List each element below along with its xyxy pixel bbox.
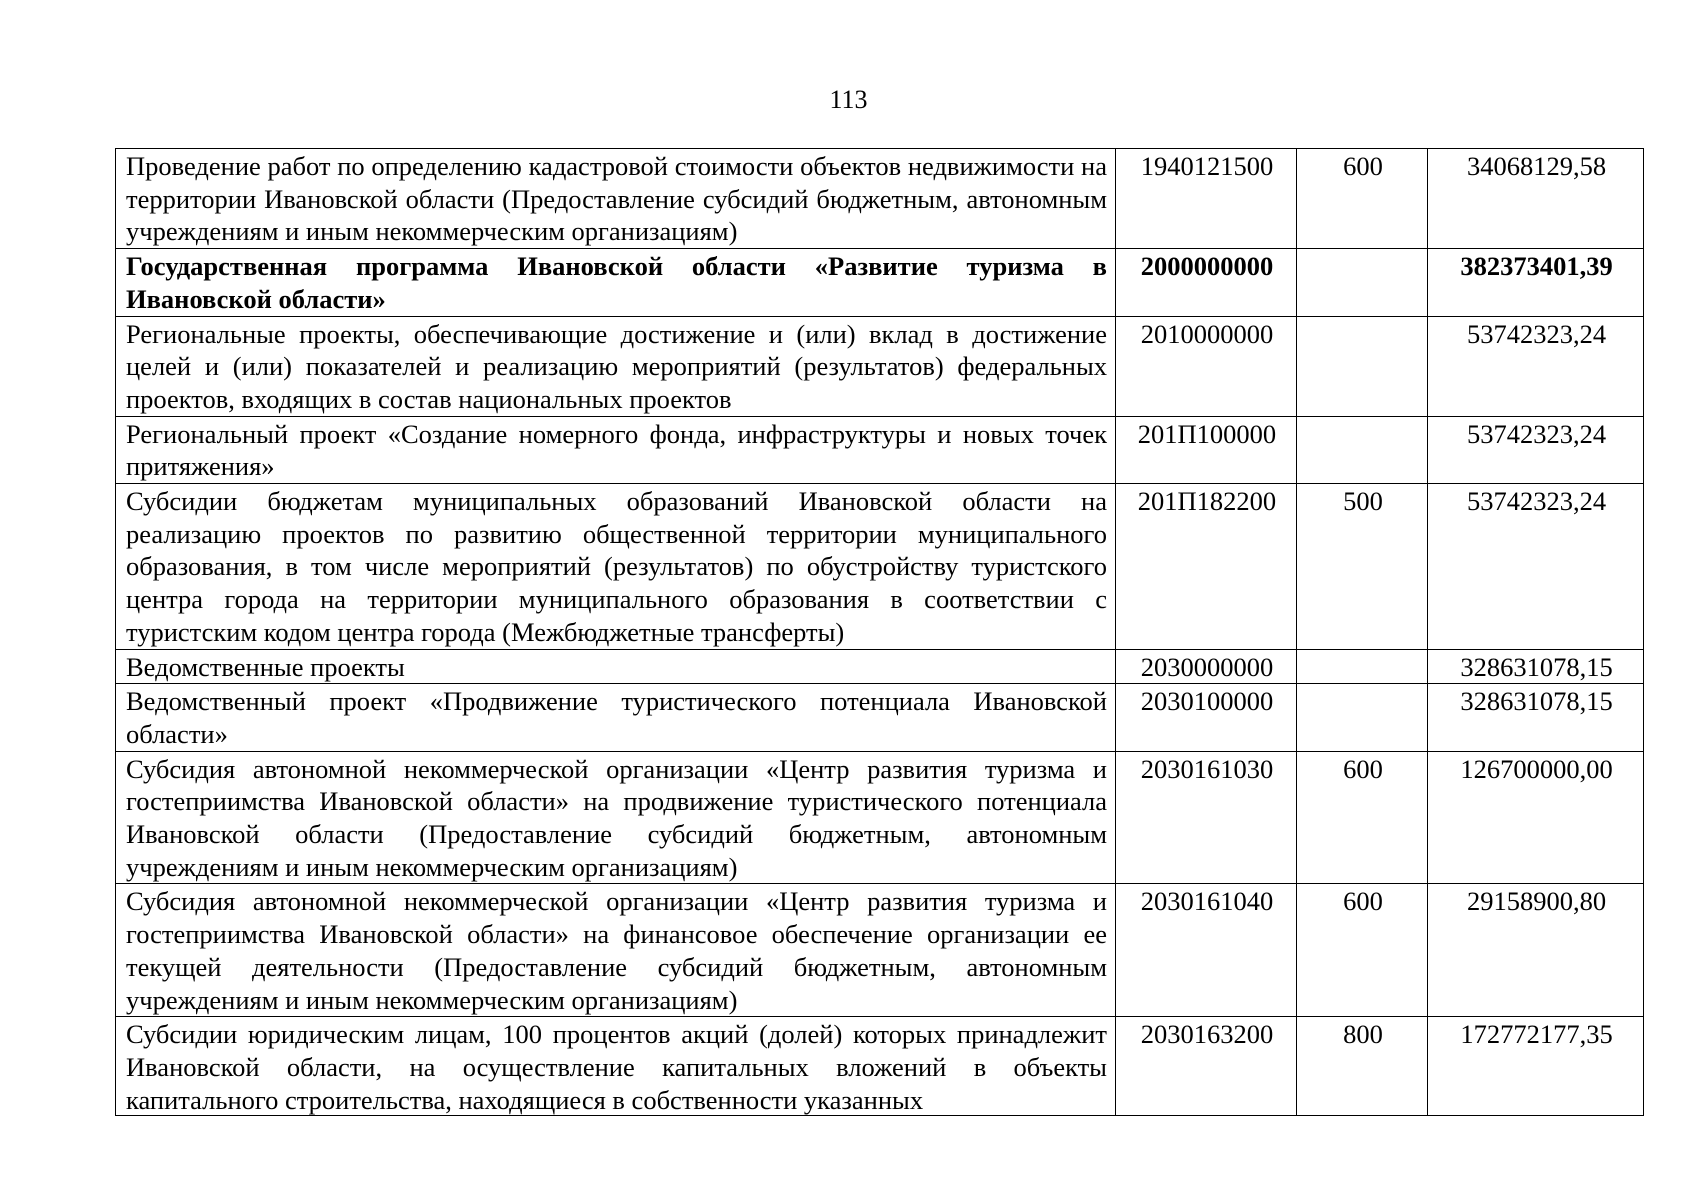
row-name: Ведомственный проект «Продвижение туристического потенциала Ивановской области» [116, 684, 1116, 751]
row-sum: 53742323,24 [1428, 416, 1644, 483]
row-sum: 172772177,35 [1428, 1017, 1644, 1116]
row-expense-type: 600 [1297, 884, 1428, 1017]
row-code: 2030161040 [1116, 884, 1297, 1017]
row-name: Региональные проекты, обеспечивающие достижение и (или) вклад в достижение целей и (или) показателей и реализацию мероприятий (результатов) федеральных проектов, входящих в состав национальных проектов [116, 316, 1116, 416]
row-expense-type [1297, 649, 1428, 684]
row-expense-type: 800 [1297, 1017, 1428, 1116]
row-code: 201П182200 [1116, 484, 1297, 650]
row-expense-type: 500 [1297, 484, 1428, 650]
page-number: 113 [829, 85, 868, 114]
row-sum: 29158900,80 [1428, 884, 1644, 1017]
table-row [116, 884, 1644, 1017]
row-name: Субсидии бюджетам муниципальных образований Ивановской области на реализацию проектов по развитию общественной территории муниципального образования, в том числе мероприятий (результатов) по обустройству туристского центра города на территории муниципального образования в соответствии с туристским кодом центра города (Межбюджетные трансферты) [116, 484, 1116, 650]
row-expense-type [1297, 249, 1428, 316]
row-sum: 328631078,15 [1428, 684, 1644, 751]
row-code: 2000000000 [1116, 249, 1297, 316]
table-row [116, 649, 1644, 684]
row-expense-type: 600 [1297, 149, 1428, 249]
row-sum: 53742323,24 [1428, 316, 1644, 416]
budget-table [115, 148, 1644, 1116]
row-code: 2030000000 [1116, 649, 1297, 684]
row-name: Субсидия автономной некоммерческой организации «Центр развития туризма и гостеприимства Ивановской области» на финансовое обеспечение организации ее текущей деятельности (Предоставление субсидий бюджетным, автономным учреждениям и иным некоммерческим организациям) [116, 884, 1116, 1017]
table-row [116, 316, 1644, 416]
row-sum: 328631078,15 [1428, 649, 1644, 684]
table-row [116, 1017, 1644, 1116]
row-sum: 382373401,39 [1428, 249, 1644, 316]
row-name: Ведомственные проекты [116, 649, 1116, 684]
row-code: 201П100000 [1116, 416, 1297, 483]
row-expense-type: 600 [1297, 751, 1428, 884]
row-sum: 126700000,00 [1428, 751, 1644, 884]
row-sum: 53742323,24 [1428, 484, 1644, 650]
row-code: 2030163200 [1116, 1017, 1297, 1116]
table-row [116, 149, 1644, 249]
table-row [116, 751, 1644, 884]
row-name: Государственная программа Ивановской области «Развитие туризма в Ивановской области» [116, 249, 1116, 316]
row-sum: 34068129,58 [1428, 149, 1644, 249]
row-code: 1940121500 [1116, 149, 1297, 249]
row-code: 2030161030 [1116, 751, 1297, 884]
row-name-text: Субсидии юридическим лицам, 100 процентов акций (долей) которых принадлежит Ивановской области, на осуществление капитальных вложений в объекты капитального строительства, находящиеся в собственности указанных [126, 1019, 1107, 1115]
row-name: Субсидия автономной некоммерческой организации «Центр развития туризма и гостеприимства Ивановской области» на продвижение туристического потенциала Ивановской области (Предоставление субсидий бюджетным, автономным учреждениям и иным некоммерческим организациям) [116, 751, 1116, 884]
row-expense-type [1297, 316, 1428, 416]
table-row [116, 416, 1644, 483]
row-expense-type [1297, 416, 1428, 483]
table-row [116, 484, 1644, 650]
row-name: Проведение работ по определению кадастровой стоимости объектов недвижимости на территории Ивановской области (Предоставление субсидий бюджетным, автономным учреждениям и иным некоммерческим организациям) [116, 149, 1116, 249]
row-name: Региональный проект «Создание номерного фонда, инфраструктуры и новых точек притяжения» [116, 416, 1116, 483]
row-code: 2030100000 [1116, 684, 1297, 751]
table-row [116, 249, 1644, 316]
table-row [116, 684, 1644, 751]
row-expense-type [1297, 684, 1428, 751]
row-name [116, 1017, 1116, 1116]
row-code: 2010000000 [1116, 316, 1297, 416]
